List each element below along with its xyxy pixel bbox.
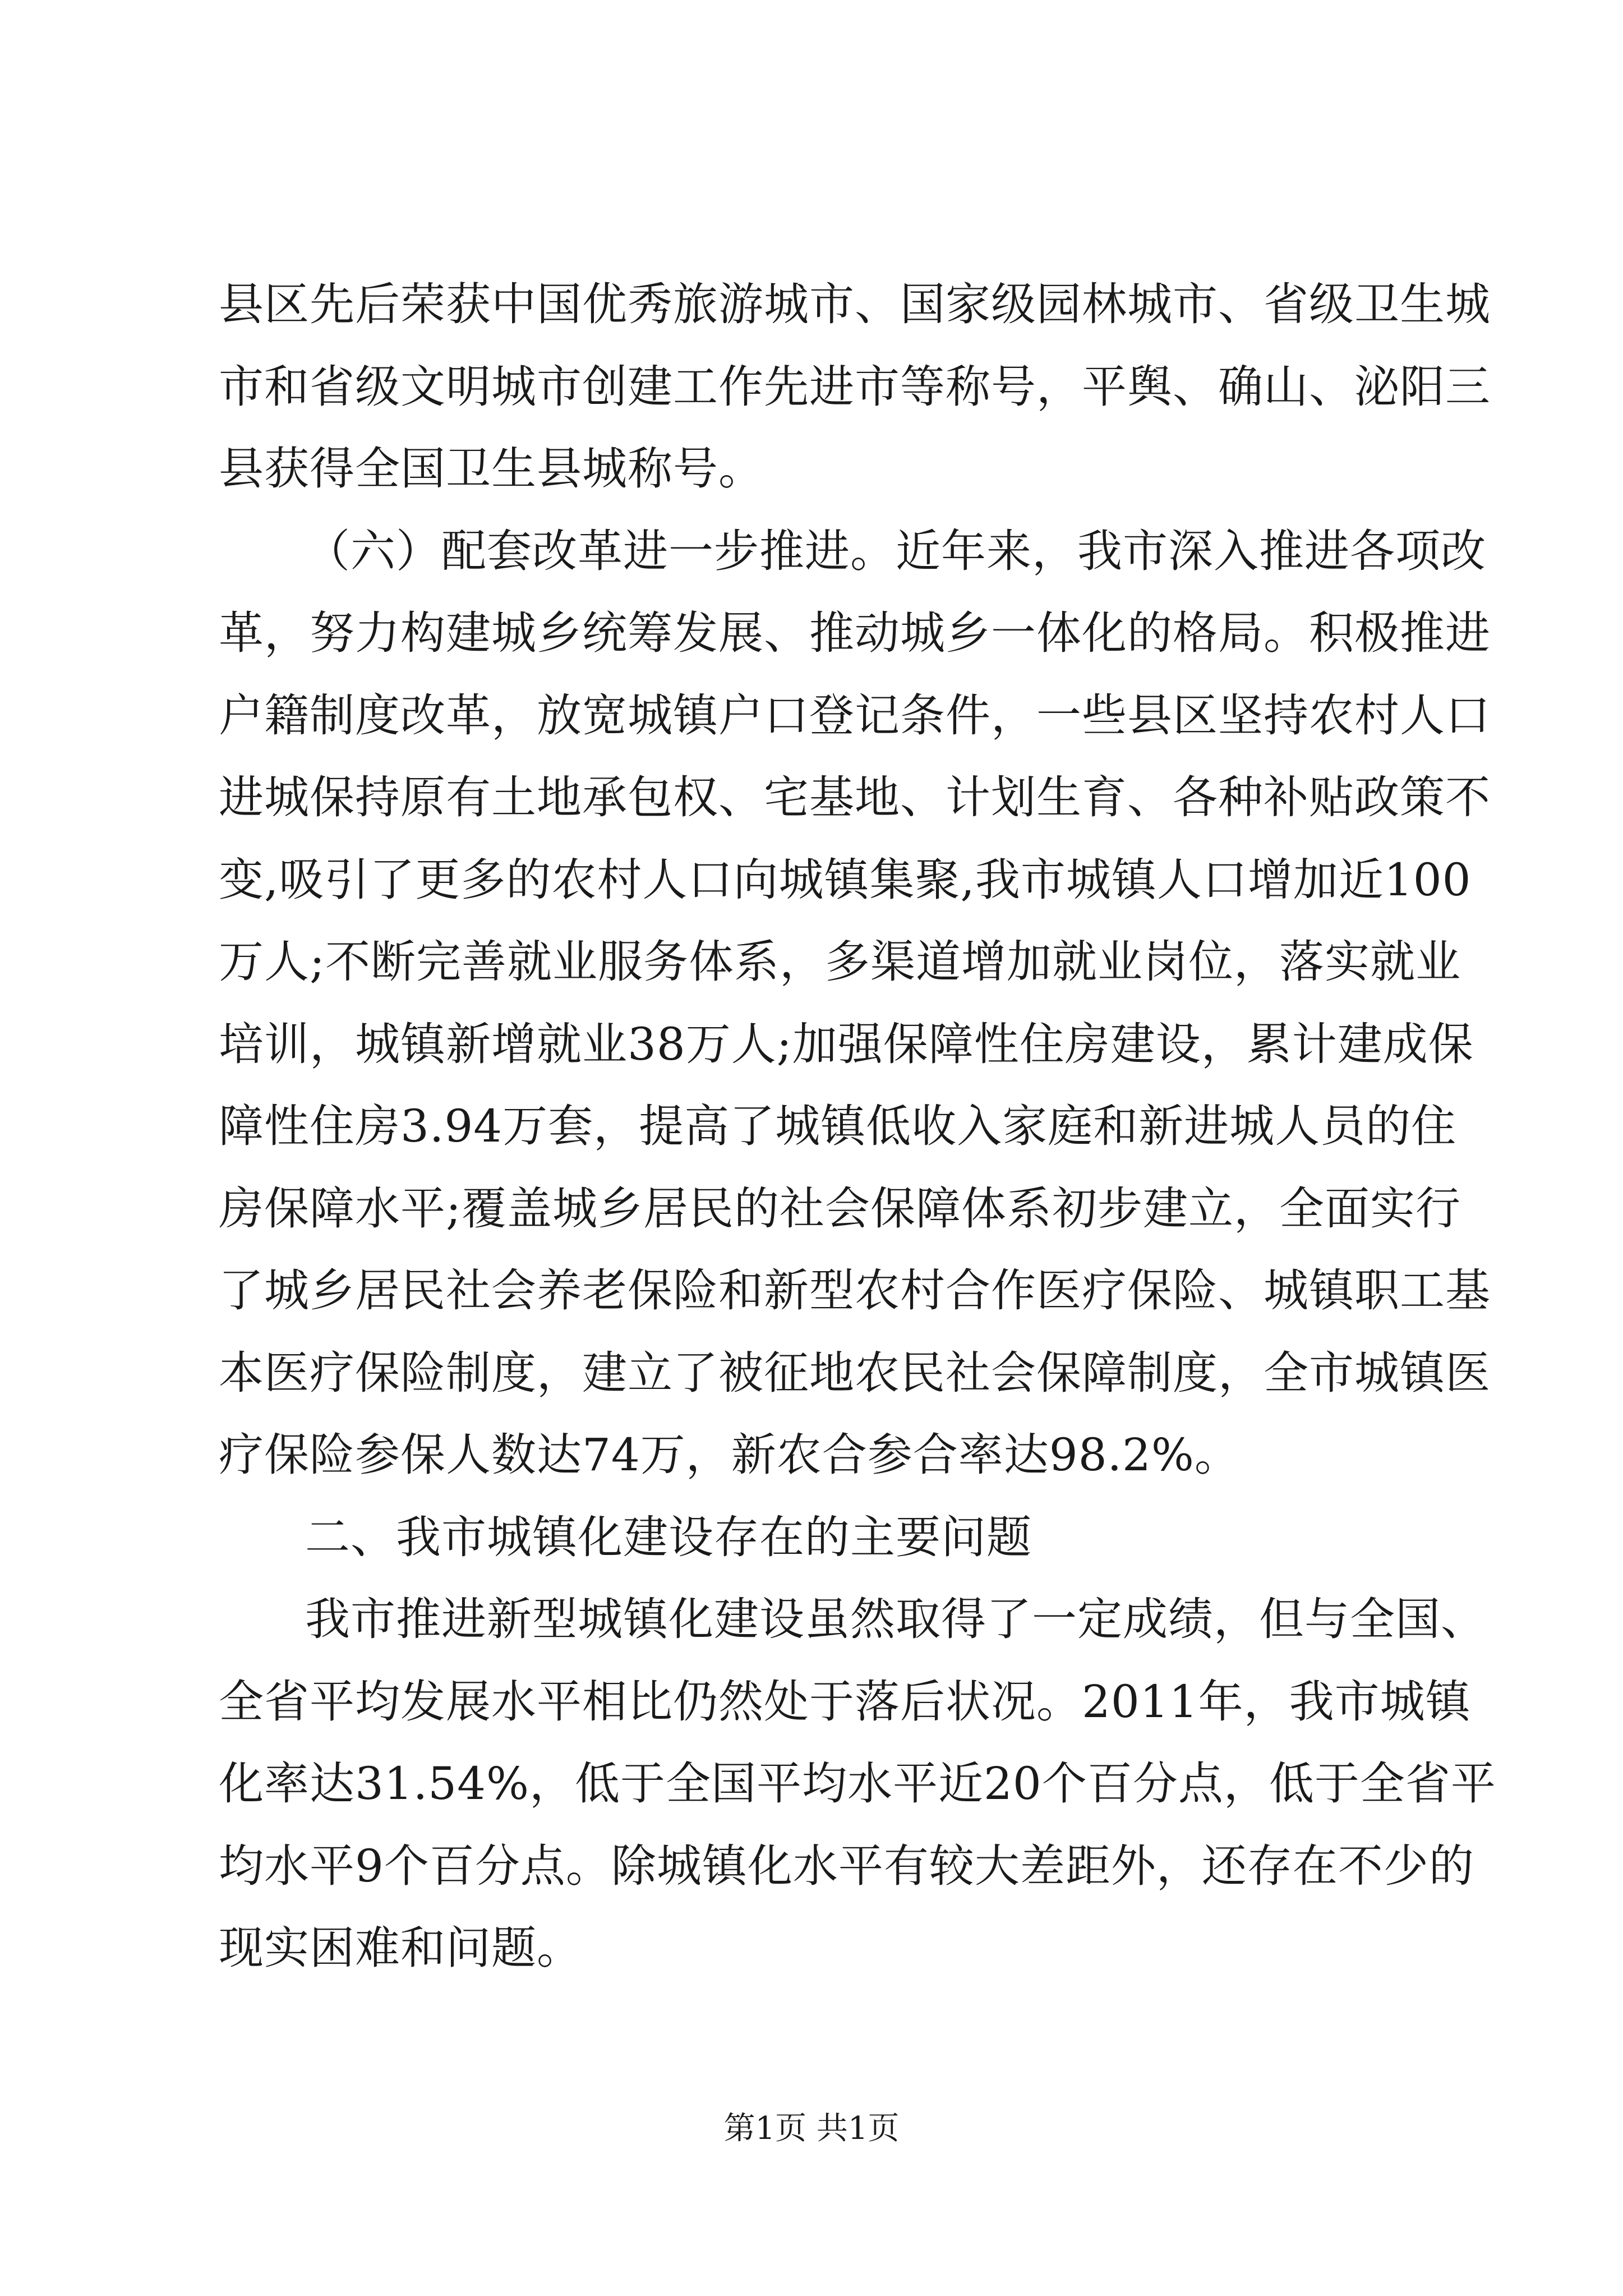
- text-line: 革，努力构建城乡统筹发展、推动城乡一体化的格局。积极推进: [219, 607, 1491, 659]
- text-line: 障性住房3.94万套，提高了城镇低收入家庭和新进城人员的住: [219, 1100, 1457, 1152]
- page-number-footer: 第1页 共1页: [723, 2110, 900, 2147]
- paragraph-start-line: 我市推进新型城镇化建设虽然取得了一定成绩，但与全国、: [305, 1593, 1486, 1645]
- document-body: [219, 264, 1496, 1990]
- text-line: 县区先后荣获中国优秀旅游城市、国家级园林城市、省级卫生城: [219, 278, 1491, 330]
- text-line: 化率达31.54%，低于全国平均水平近20个百分点，低于全省平: [219, 1757, 1496, 1810]
- text-line: 了城乡居民社会养老保险和新型农村合作医疗保险、城镇职工基: [219, 1264, 1491, 1317]
- text-line: 县获得全国卫生县城称号。: [219, 443, 764, 495]
- text-line: 市和省级文明城市创建工作先进市等称号，平舆、确山、泌阳三: [219, 360, 1491, 413]
- text-line: 全省平均发展水平相比仍然处于落后状况。2011年，我市城镇: [219, 1675, 1471, 1728]
- paragraph-start-line: （六）配套改革进一步推进。近年来，我市深入推进各项改: [305, 524, 1486, 577]
- text-line: 均水平9个百分点。除城镇化水平有较大差距外，还存在不少的: [219, 1839, 1474, 1892]
- text-line: 变,吸引了更多的农村人口向城镇集聚,我市城镇人口增加近100: [219, 853, 1472, 906]
- text-line: 疗保险参保人数达74万，新农合参合率达98.2%。: [219, 1429, 1240, 1481]
- text-line: 培训，城镇新增就业38万人;加强保障性住房建设，累计建成保: [219, 1018, 1474, 1070]
- text-line: 房保障水平;覆盖城乡居民的社会保障体系初步建立，全面实行: [219, 1182, 1461, 1235]
- text-line: 现实困难和问题。: [219, 1922, 582, 1974]
- text-line: 进城保持原有土地承包权、宅基地、计划生育、各种补贴政策不: [219, 771, 1491, 823]
- text-line: 本医疗保险制度，建立了被征地农民社会保障制度，全市城镇医: [219, 1346, 1491, 1399]
- text-line: 万人;不断完善就业服务体系，多渠道增加就业岗位，落实就业: [219, 936, 1461, 988]
- section-heading: 二、我市城镇化建设存在的主要问题: [305, 1511, 1032, 1563]
- text-line: 户籍制度改革，放宽城镇户口登记条件，一些县区坚持农村人口: [219, 689, 1491, 742]
